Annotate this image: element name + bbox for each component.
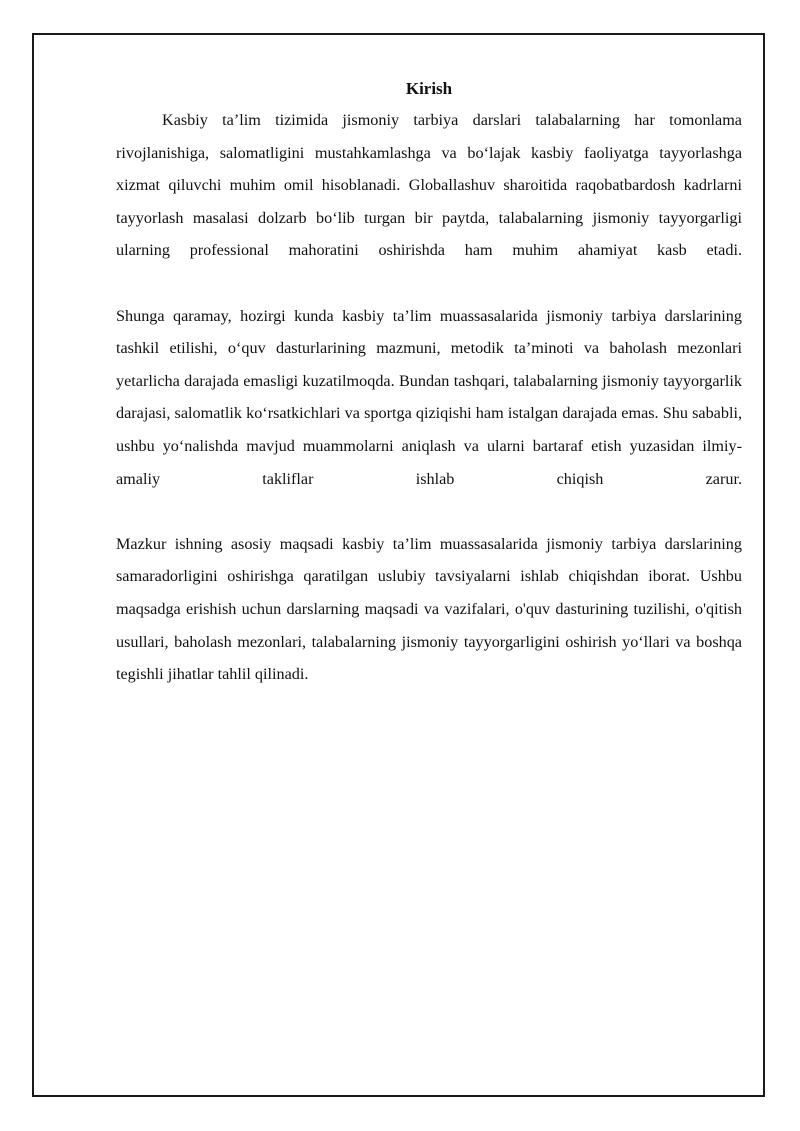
paragraph-3: Mazkur ishning asosiy maqsadi kasbiy ta’lim muassasalarida jismoniy tarbiya darslarining samaradorligini oshirishga qaratilgan uslubiy tavsiyalarni ishlab chiqishdan iborat. Ushbu maqsadga erishish uchun darslarning maqsadi va vazifalari, o'quv dasturining tuzilishi, o'qitish usullari, baholash mezonlari, talabalarning jismoniy tayyorgarligini oshirish yo‘llari va boshqa tegishli jihatlar tahlil qilinadi.: [116, 534, 742, 684]
paragraph-gap: [116, 267, 742, 300]
document-title: Kirish: [405, 79, 453, 98]
document-body: [116, 74, 742, 691]
paragraph-2: Shunga qaramay, hozirgi kunda kasbiy ta’lim muassasalarida jismoniy tarbiya darslarining tashkil etilishi, o‘quv dasturlarining mazmuni, metodik ta’minoti va baholash mezonlari yetarlicha darajada emasligi kuzatilmoqda. Bundan tashqari, talabalarning jismoniy tayyorgarlik darajasi, salomatlik ko‘rsatkichlari va sportga qiziqishi ham istalgan darajada emas. Shu sababli, ushbu yo‘nalishda mavjud muammolarni aniqlash va ularni bartaraf etish yuzasidan ilmiy-amaliy takliflar ishlab chiqish zarur.: [116, 306, 742, 488]
paragraph-gap: [116, 495, 742, 528]
paragraph-1: Kasbiy ta’lim tizimida jismoniy tarbiya darslari talabalarning har tomonlama rivojlanishiga, salomatligini mustahkamlashga va bo‘lajak kasbiy faoliyatga tayyorlashga xizmat qiluvchi muhim omil hisoblanadi. Globallashuv sharoitida raqobatbardosh kadrlarni tayyorlash masalasi dolzarb bo‘lib turgan bir paytda, talabalarning jismoniy tayyorgarligi ularning professional mahoratini oshirishda ham muhim ahamiyat kasb etadi.: [116, 111, 742, 260]
